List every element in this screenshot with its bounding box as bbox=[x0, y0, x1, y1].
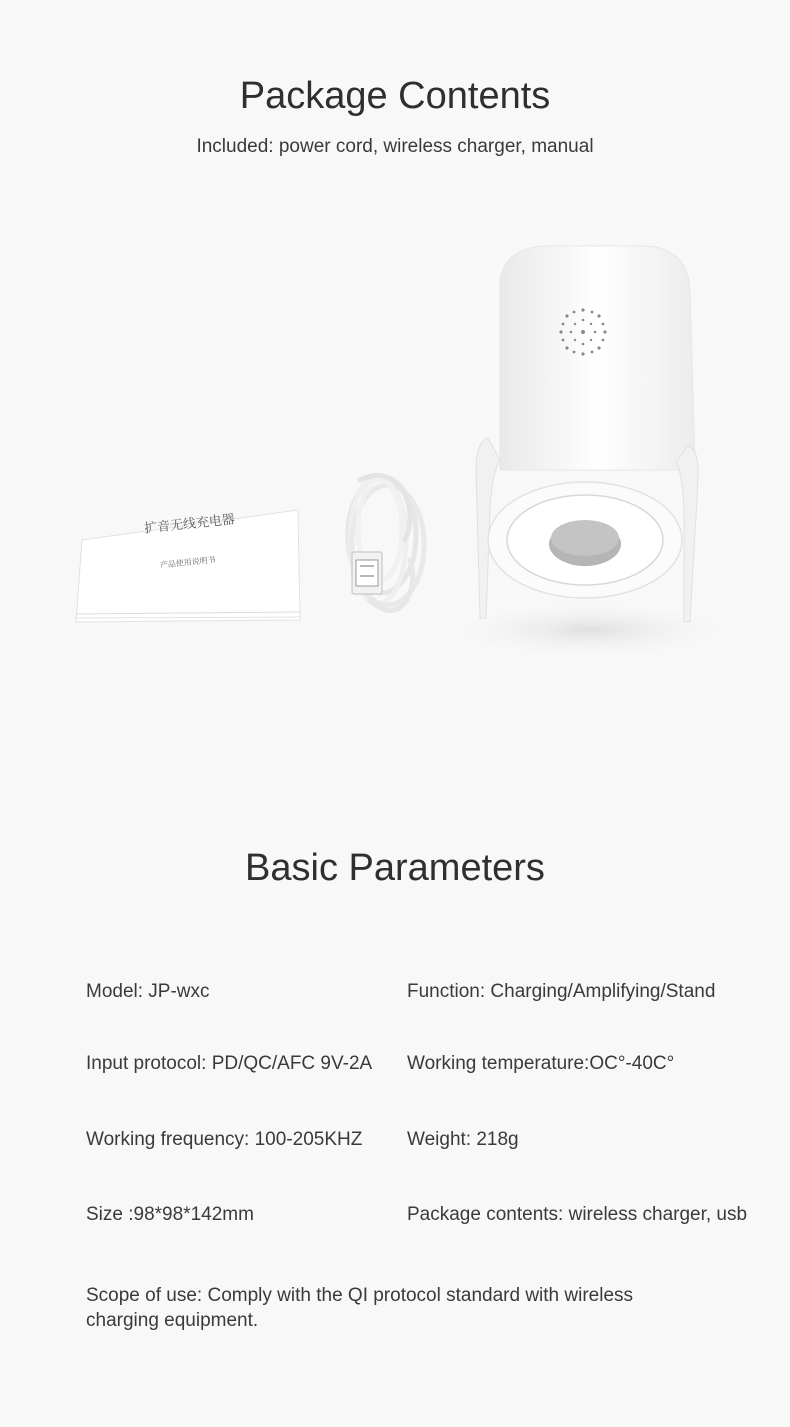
product-photo bbox=[0, 210, 790, 730]
usb-plug bbox=[352, 552, 382, 594]
manual-title-text: 扩音无线充电器 bbox=[143, 512, 236, 537]
param-working-temperature: Working temperature:OC°-40C° bbox=[407, 1053, 675, 1074]
package-contents-subtitle: Included: power cord, wireless charger, manual bbox=[196, 136, 594, 157]
param-model: Model: JP-wxc bbox=[86, 981, 210, 1002]
param-weight: Weight: 218g bbox=[407, 1129, 519, 1150]
manual-booklet bbox=[76, 510, 300, 622]
param-function: Function: Charging/Amplifying/Stand bbox=[407, 981, 716, 1002]
param-input-protocol: Input protocol: PD/QC/AFC 9V-2A bbox=[86, 1053, 373, 1074]
wireless-charger bbox=[440, 246, 740, 660]
param-working-frequency: Working frequency: 100-205KHZ bbox=[86, 1129, 363, 1150]
manual-subtitle-text: 产品使用说明书 bbox=[159, 555, 217, 570]
package-contents-title: Package Contents bbox=[239, 75, 551, 117]
param-size: Size :98*98*142mm bbox=[86, 1204, 254, 1225]
param-package-contents: Package contents: wireless charger, usb bbox=[407, 1204, 748, 1225]
basic-parameters-title: Basic Parameters bbox=[245, 847, 545, 889]
param-scope-of-use: Scope of use: Comply with the QI protocol standard with wireless charging equipment. bbox=[86, 1285, 634, 1331]
